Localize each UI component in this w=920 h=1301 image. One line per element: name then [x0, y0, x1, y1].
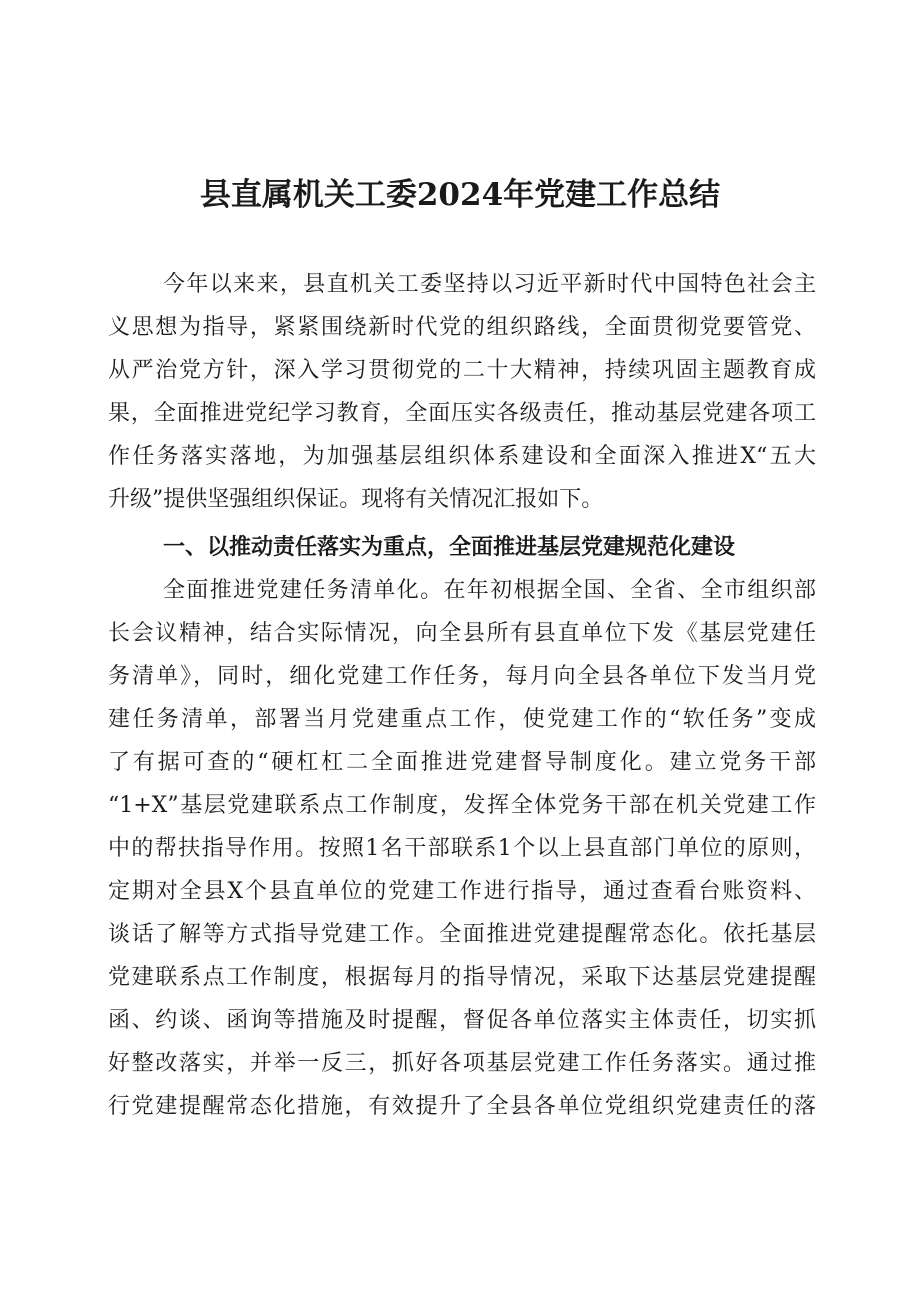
paragraph-line: 建任务清单，部署当月党建重点工作，使党建工作的“软任务”变成 — [108, 707, 816, 732]
paragraph-line: “1+X”基层党建联系点工作制度，发挥全体党务干部在机关党建工作 — [108, 793, 816, 818]
intro-line: 升级”提供坚强组织保证。现将有关情况汇报如下。 — [108, 487, 604, 512]
intro-line: 果，全面推进党纪学习教育，全面压实各级责任，推动基层党建各项工 — [108, 401, 816, 426]
paragraph-line: 了有据可查的“硬杠杠二全面推进党建督导制度化。建立党务干部 — [108, 750, 816, 775]
document-title: 县直属机关工委2024年党建工作总结 — [199, 177, 721, 213]
paragraph-line: 定期对全县X个县直单位的党建工作进行指导，通过查看台账资料、 — [108, 879, 816, 904]
paragraph-line: 谈话了解等方式指导党建工作。全面推进党建提醒常态化。依托基层 — [108, 922, 816, 947]
section-heading: 一、以推动责任落实为重点，全面推进基层党建规范化建设 — [163, 535, 736, 560]
intro-line: 今年以来来，县直机关工委坚持以习近平新时代中国特色社会主 — [163, 272, 816, 297]
paragraph-line: 好整改落实，并举一反三，抓好各项基层党建工作任务落实。通过推 — [108, 1051, 816, 1076]
paragraph-line: 务清单》，同时，细化党建工作任务，每月向全县各单位下发当月党 — [108, 664, 816, 689]
paragraph-line: 全面推进党建任务清单化。在年初根据全国、全省、全市组织部 — [163, 578, 816, 603]
paragraph-line: 长会议精神，结合实际情况，向全县所有县直单位下发《基层党建任 — [108, 621, 816, 646]
paragraph-line: 行党建提醒常态化措施，有效提升了全县各单位党组织党建责任的落 — [108, 1094, 816, 1119]
intro-line: 从严治党方针，深入学习贯彻党的二十大精神，持续巩固主题教育成 — [108, 358, 816, 383]
paragraph-line: 函、约谈、函询等措施及时提醒，督促各单位落实主体责任，切实抓 — [108, 1008, 816, 1033]
intro-line: 义思想为指导，紧紧围绕新时代党的组织路线，全面贯彻党要管党、 — [108, 315, 816, 340]
paragraph-line: 党建联系点工作制度，根据每月的指导情况，采取下达基层党建提醒 — [108, 965, 816, 990]
paragraph-line: 中的帮扶指导作用。按照1名干部联系1个以上县直部门单位的原则， — [108, 836, 816, 861]
intro-line: 作任务落实落地，为加强基层组织体系建设和全面深入推进X“五大 — [108, 444, 816, 469]
